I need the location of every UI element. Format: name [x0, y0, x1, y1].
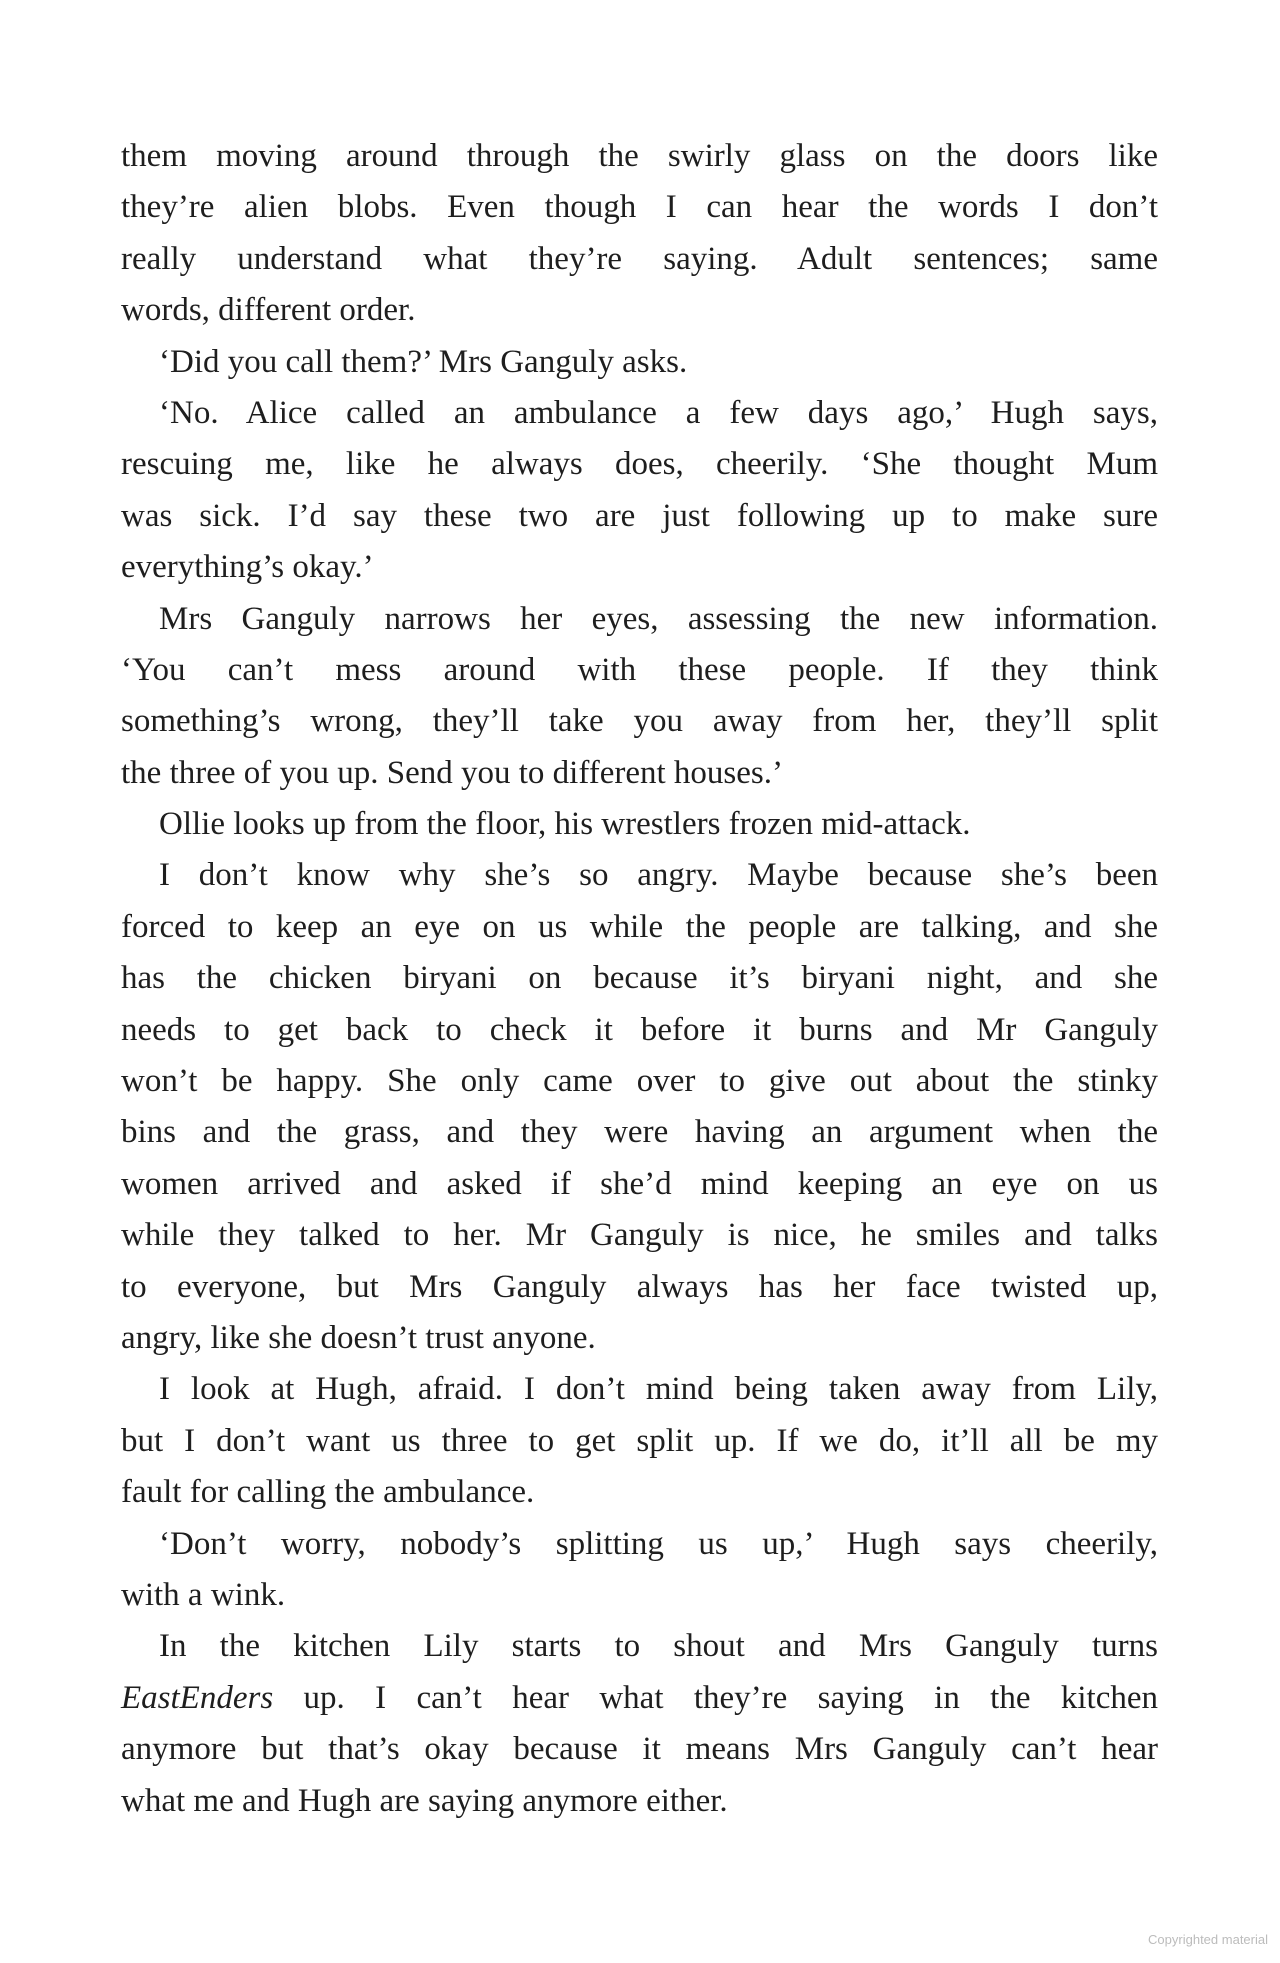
- paragraph: [121, 855, 1158, 1369]
- text-line: angry, like she doesn’t trust anyone.: [121, 1319, 596, 1356]
- text-line: women arrived and asked if she’d mind keeping an eye on us: [121, 1165, 1158, 1202]
- text-line: with a wink.: [121, 1576, 286, 1613]
- copyright-notice: Copyrighted material: [1148, 1932, 1268, 1947]
- italic-title: EastEnders: [121, 1679, 274, 1716]
- page-body-text: [121, 136, 1158, 1832]
- paragraph: [121, 1369, 1158, 1523]
- text-line: ‘You can’t mess around with these people. If they think: [121, 651, 1158, 688]
- text-line: In the kitchen Lily starts to shout and Mrs Ganguly turns: [159, 1628, 1158, 1665]
- paragraph: [121, 342, 1158, 393]
- text-line: [121, 1678, 1158, 1729]
- text-line: everything’s okay.’: [121, 549, 374, 586]
- text-line: really understand what they’re saying. Adult sentences; same: [121, 240, 1158, 277]
- paragraph: [121, 599, 1158, 805]
- text-line: what me and Hugh are saying anymore either.: [121, 1782, 728, 1819]
- text-line: was sick. I’d say these two are just following up to make sure: [121, 497, 1158, 534]
- text-line: forced to keep an eye on us while the people are talking, and she: [121, 908, 1158, 945]
- line-text: up. I can’t hear what they’re saying in the kitchen: [273, 1679, 1158, 1716]
- text-line: won’t be happy. She only came over to give out about the stinky: [121, 1063, 1158, 1100]
- text-line: the three of you up. Send you to different houses.’: [121, 754, 783, 791]
- text-line: I look at Hugh, afraid. I don’t mind being taken away from Lily,: [159, 1371, 1158, 1408]
- text-line: them moving around through the swirly glass on the doors like: [121, 138, 1158, 174]
- text-line: they’re alien blobs. Even though I can hear the words I don’t: [121, 189, 1158, 226]
- text-line: bins and the grass, and they were having an argument when the: [121, 1114, 1158, 1151]
- paragraph: [121, 1626, 1158, 1832]
- text-line: ‘Don’t worry, nobody’s splitting us up,’ Hugh says cheerily,: [159, 1525, 1158, 1562]
- text-line: while they talked to her. Mr Ganguly is nice, he smiles and talks: [121, 1217, 1158, 1254]
- text-line: I don’t know why she’s so angry. Maybe because she’s been: [159, 857, 1158, 894]
- paragraph: [121, 136, 1158, 342]
- text-line: words, different order.: [121, 292, 416, 329]
- paragraph: [121, 804, 1158, 855]
- text-line: Mrs Ganguly narrows her eyes, assessing the new information.: [159, 600, 1158, 637]
- text-line: rescuing me, like he always does, cheerily. ‘She thought Mum: [121, 446, 1158, 483]
- text-line: ‘Did you call them?’ Mrs Ganguly asks.: [159, 343, 688, 380]
- paragraph: [121, 1524, 1158, 1627]
- text-line: but I don’t want us three to get split up. If we do, it’ll all be my: [121, 1422, 1158, 1459]
- text-line: anymore but that’s okay because it means Mrs Ganguly can’t hear: [121, 1731, 1158, 1768]
- paragraph: [121, 393, 1158, 599]
- text-line: ‘No. Alice called an ambulance a few days ago,’ Hugh says,: [159, 394, 1158, 431]
- text-line: fault for calling the ambulance.: [121, 1474, 535, 1511]
- text-line: has the chicken biryani on because it’s biryani night, and she: [121, 960, 1158, 997]
- text-line: needs to get back to check it before it burns and Mr Ganguly: [121, 1011, 1158, 1048]
- text-line: to everyone, but Mrs Ganguly always has her face twisted up,: [121, 1268, 1158, 1305]
- text-line: something’s wrong, they’ll take you away from her, they’ll split: [121, 703, 1158, 740]
- text-line: Ollie looks up from the floor, his wrestlers frozen mid-attack.: [159, 806, 971, 843]
